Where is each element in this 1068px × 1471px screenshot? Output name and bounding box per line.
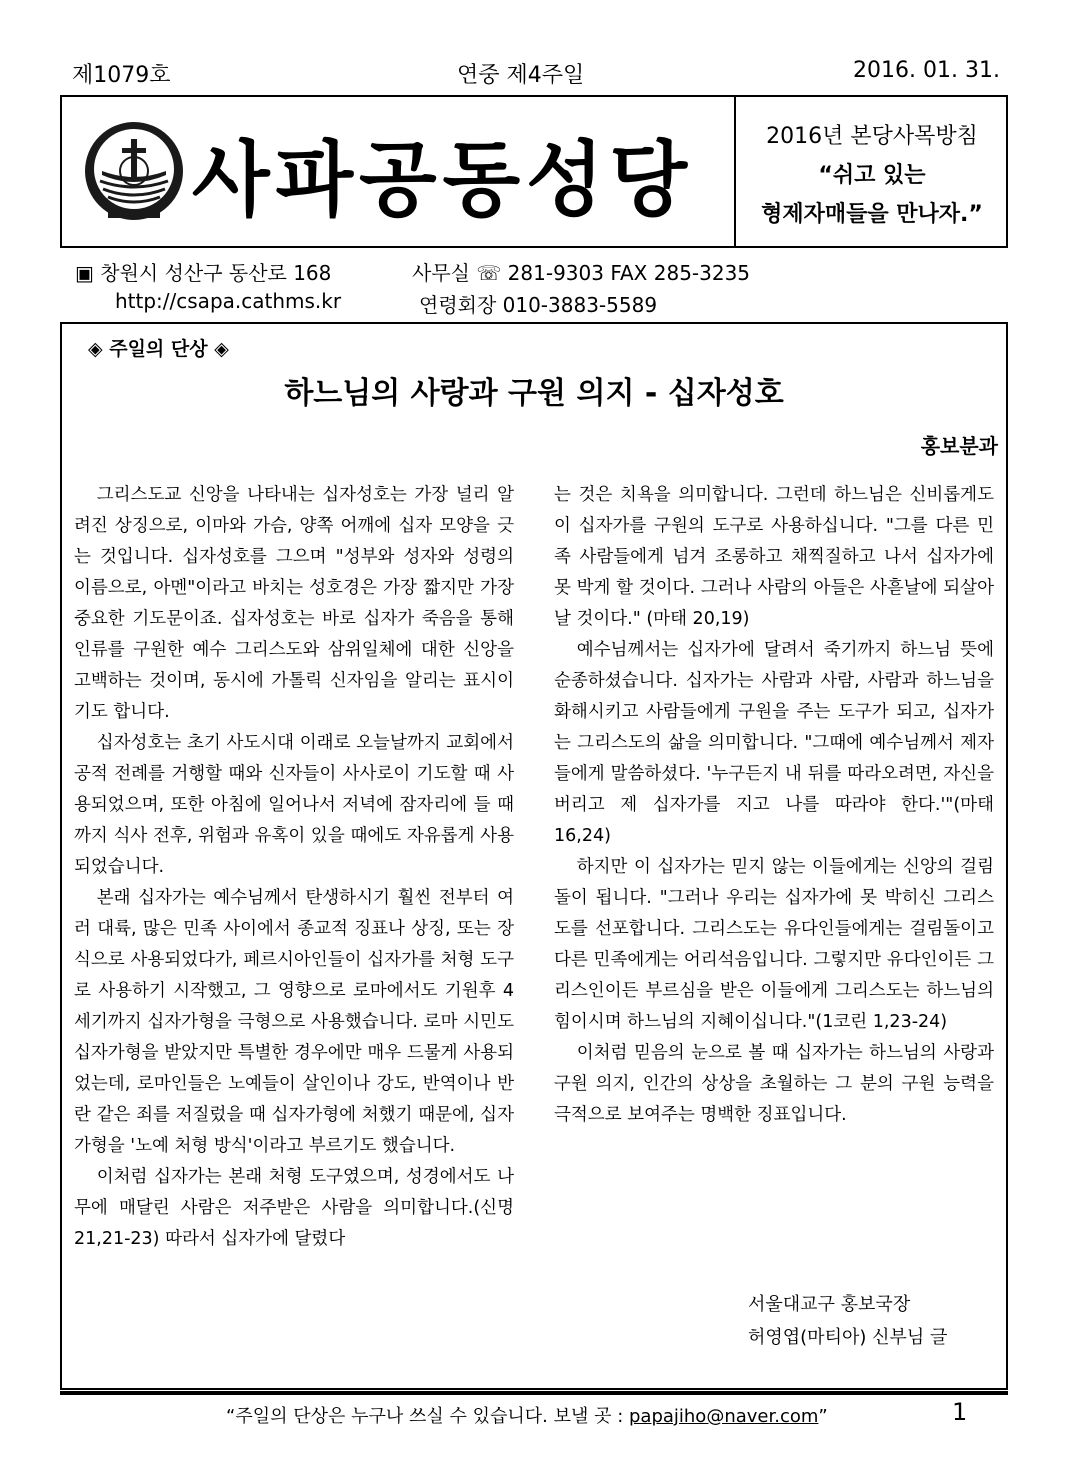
parish-logo-icon [82,119,186,223]
signature-title: 서울대교구 홍보국장 [748,1294,911,1315]
masthead [60,95,1008,248]
paragraph: 본래 십자가는 예수님께서 탄생하시기 훨씬 전부터 여러 대륙, 많은 민족 사이에서 종교적 징표나 상징, 또는 장식으로 사용되었다가, 페르시아인들이 십자가를 처형 도구로 사용하기 시작했고, 그 영향으로 로마에서도 기원후 4세기까지 십자가형을 극형으로 사용했습니다. 로마 시민도 십자가형을 받았지만 특별한 경우에만 매우 드물게 사용되었는데, 로마인들은 노예들이 살인이나 강도, 반역이나 반란 같은 죄를 저질렀을 때 십자가형에 처했기 때문에, 십자가형을 '노예 처형 방식'이라고 부르기도 했습니다. [74,888,514,1156]
issue-number: 제1079호 [72,63,171,88]
paragraph: 는 것은 치욕을 의미합니다. 그런데 하느님은 신비롭게도 이 십자가를 구원의 도구로 사용하십니다. "그를 다른 민족 사람들에게 넘겨 조롱하고 채찍질하고 나서 십자가에 못 박게 할 것이다. 그러나 사람의 아들은 사흗날에 되살아날 것이다." (마태 20,19) [554,485,994,629]
funeral-committee-phone: 연령회장 010-3883-5589 [419,293,658,317]
paragraph: 하지만 이 십자가는 믿지 않는 이들에게는 신앙의 걸림돌이 됩니다. "그러나 우리는 십자가에 못 박히신 그리스도를 선포합니다. 그리스도는 유다인들에게는 걸림돌이고 다른 민족에게는 어리석음입니다. 그렇지만 유다인이든 그리스인이든 부르심을 받은 이들에게 그리스도는 하느님의 힘이시며 하느님의 지혜이십니다."(1코린 1,23-24) [554,857,994,1032]
pastoral-motto [738,97,1006,228]
address: ▣ 창원시 성산구 동산로 168 [75,261,332,285]
footer-notice-prefix: “주일의 단상은 누구나 쓰실 수 있습니다. 보낼 곳 : [226,1406,629,1427]
issue-info-bar [62,58,1008,88]
masthead-divider [734,97,736,246]
article-title: 하느님의 사랑과 구원 의지 - 십자성호 [284,376,784,411]
liturgical-week: 연중 제4주일 [457,63,585,88]
paragraph: 그리스도교 신앙을 나타내는 십자성호는 가장 널리 알려진 상징으로, 이마와 가슴, 양쪽 어깨에 십자 모양을 긋는 것입니다. 십자성호를 그으며 "성부와 성자와 성령의 이름으로, 아멘"이라고 바치는 성호경은 가장 짧지만 가장 중요한 기도문이죠. 십자성호는 바로 십자가 죽음을 통해 인류를 구원한 예수 그리스도와 삼위일체에 대한 신앙을 고백하는 것이며, 동시에 가톨릭 신자임을 알리는 표시이기도 합니다. [74,485,514,722]
article-signature [748,1288,947,1354]
paragraph: 예수님께서는 십자가에 달려서 죽기까지 하느님 뜻에 순종하셨습니다. 십자가는 사람과 사람, 사람과 하느님을 화해시키고 사람들에게 구원을 주는 도구가 되고, 십자가는 그리스도의 삶을 의미합니다. "그때에 예수님께서 제자들에게 말씀하셨다. '누구든지 내 뒤를 따라오려면, 자신을 버리고 제 십자가를 지고 나를 따라야 한다.'"(마태 16,24) [554,640,994,846]
footer-notice-suffix: ” [818,1406,828,1427]
article-right-column [554,480,994,1131]
page-number: 1 [952,1398,968,1426]
motto-line-1: “쉬고 있는 [818,163,926,188]
article-author: 홍보분과 [920,434,998,458]
motto-line-2: 형제자매들을 만나자.” [761,202,983,227]
parish-logo [82,119,186,223]
contact-email-link[interactable]: papajiho@naver.com [628,1406,819,1427]
article-left-column [74,480,514,1255]
motto-heading: 2016년 본당사목방침 [766,124,978,149]
paragraph: 이처럼 믿음의 눈으로 볼 때 십자가는 하느님의 사랑과 구원 의지, 인간의 상상을 초월하는 그 분의 구원 능력을 극적으로 보여주는 명백한 징표입니다. [554,1043,994,1125]
bottom-rule [60,1391,1008,1395]
article-box [60,322,1008,1390]
paragraph: 이처럼 십자가는 본래 처형 도구였으며, 성경에서도 나무에 매달린 사람은 저주받은 사람을 의미합니다.(신명 21,21-23) 따라서 십자가에 달렸다 [74,1167,514,1249]
footer-notice [226,1402,828,1428]
signature-name: 허영엽(마티아) 신부님 글 [748,1327,948,1348]
paragraph: 십자성호는 초기 사도시대 이래로 오늘날까지 교회에서 공적 전례를 거행할 때와 신자들이 사사로이 기도할 때 사용되었으며, 또한 아침에 일어나서 저녁에 잠자리에 들 때까지 식사 전후, 위험과 유혹이 있을 때에도 자유롭게 사용되었습니다. [74,733,514,877]
contact-info [75,257,1005,321]
parish-name: 사파공동성당 [192,133,694,228]
issue-date: 2016. 01. 31. [853,58,1000,83]
section-label: ◈ 주일의 단상 ◈ [88,338,229,360]
office-phone-fax: 사무실 ☏ 281-9303 FAX 285-3235 [412,261,751,285]
website-link[interactable]: http://csapa.cathms.kr [115,289,342,313]
